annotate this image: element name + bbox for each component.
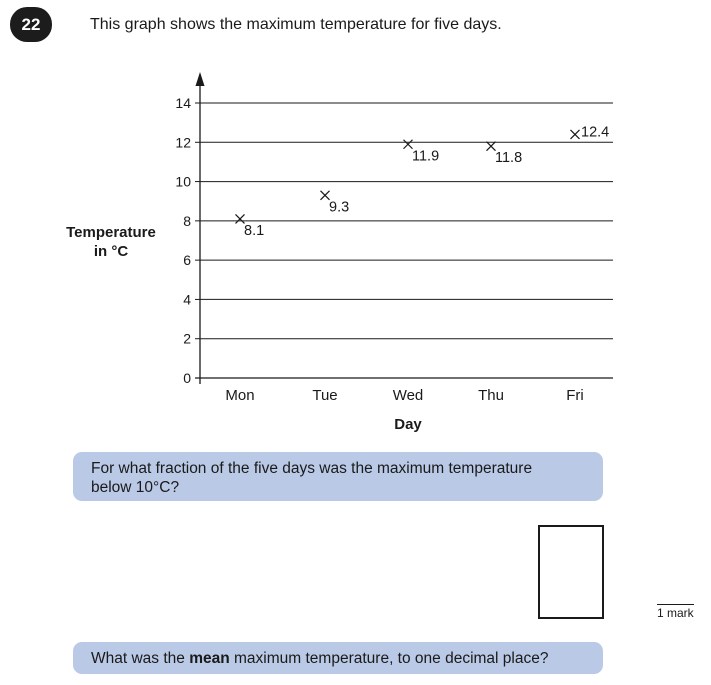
fraction-question-line-2: below 10°C? [91, 479, 180, 496]
y-tick-label-10: 10 [175, 173, 191, 190]
mean-question-bold-word: mean [189, 650, 230, 667]
x-tick-label-tue: Tue [312, 387, 338, 404]
answer-box[interactable] [538, 525, 604, 619]
fraction-question-box [73, 452, 603, 501]
question-text: This graph shows the maximum temperature for five days. [90, 16, 502, 33]
mark-label: 1 mark [657, 606, 694, 620]
y-axis-label-line-2: in °C [93, 243, 129, 260]
data-label-fri: 12.4 [581, 124, 610, 141]
x-tick-label-wed: Wed [392, 387, 424, 404]
data-label-mon: 8.1 [244, 222, 265, 239]
y-tick-label-12: 12 [175, 134, 191, 151]
x-tick-label-fri: Fri [566, 387, 584, 404]
fraction-question-line-1: For what fraction of the five days was the maximum temperature [91, 460, 533, 477]
y-tick-label-0: 0 [183, 370, 191, 386]
x-axis-label: Day [394, 416, 422, 433]
y-axis-arrowhead [196, 72, 205, 86]
y-tick-label-4: 4 [183, 291, 191, 308]
y-axis-label-line-1: Temperature [66, 224, 156, 241]
mean-question-box [73, 642, 603, 674]
x-tick-label-mon: Mon [225, 387, 255, 404]
data-label-wed: 11.9 [412, 148, 440, 165]
data-label-tue: 9.3 [329, 199, 350, 216]
y-tick-label-14: 14 [175, 95, 191, 111]
y-tick-label-6: 6 [183, 252, 191, 269]
y-tick-label-8: 8 [183, 212, 191, 229]
y-tick-label-2: 2 [183, 330, 191, 347]
data-point-fri [571, 130, 580, 139]
mean-question-text-start: What was the [91, 650, 190, 667]
data-label-thu: 11.8 [495, 150, 523, 167]
mean-question-text-end: maximum temperature, to one decimal place? [229, 650, 549, 667]
x-tick-label-thu: Thu [478, 387, 504, 404]
question-number-badge: 22 [10, 7, 52, 42]
